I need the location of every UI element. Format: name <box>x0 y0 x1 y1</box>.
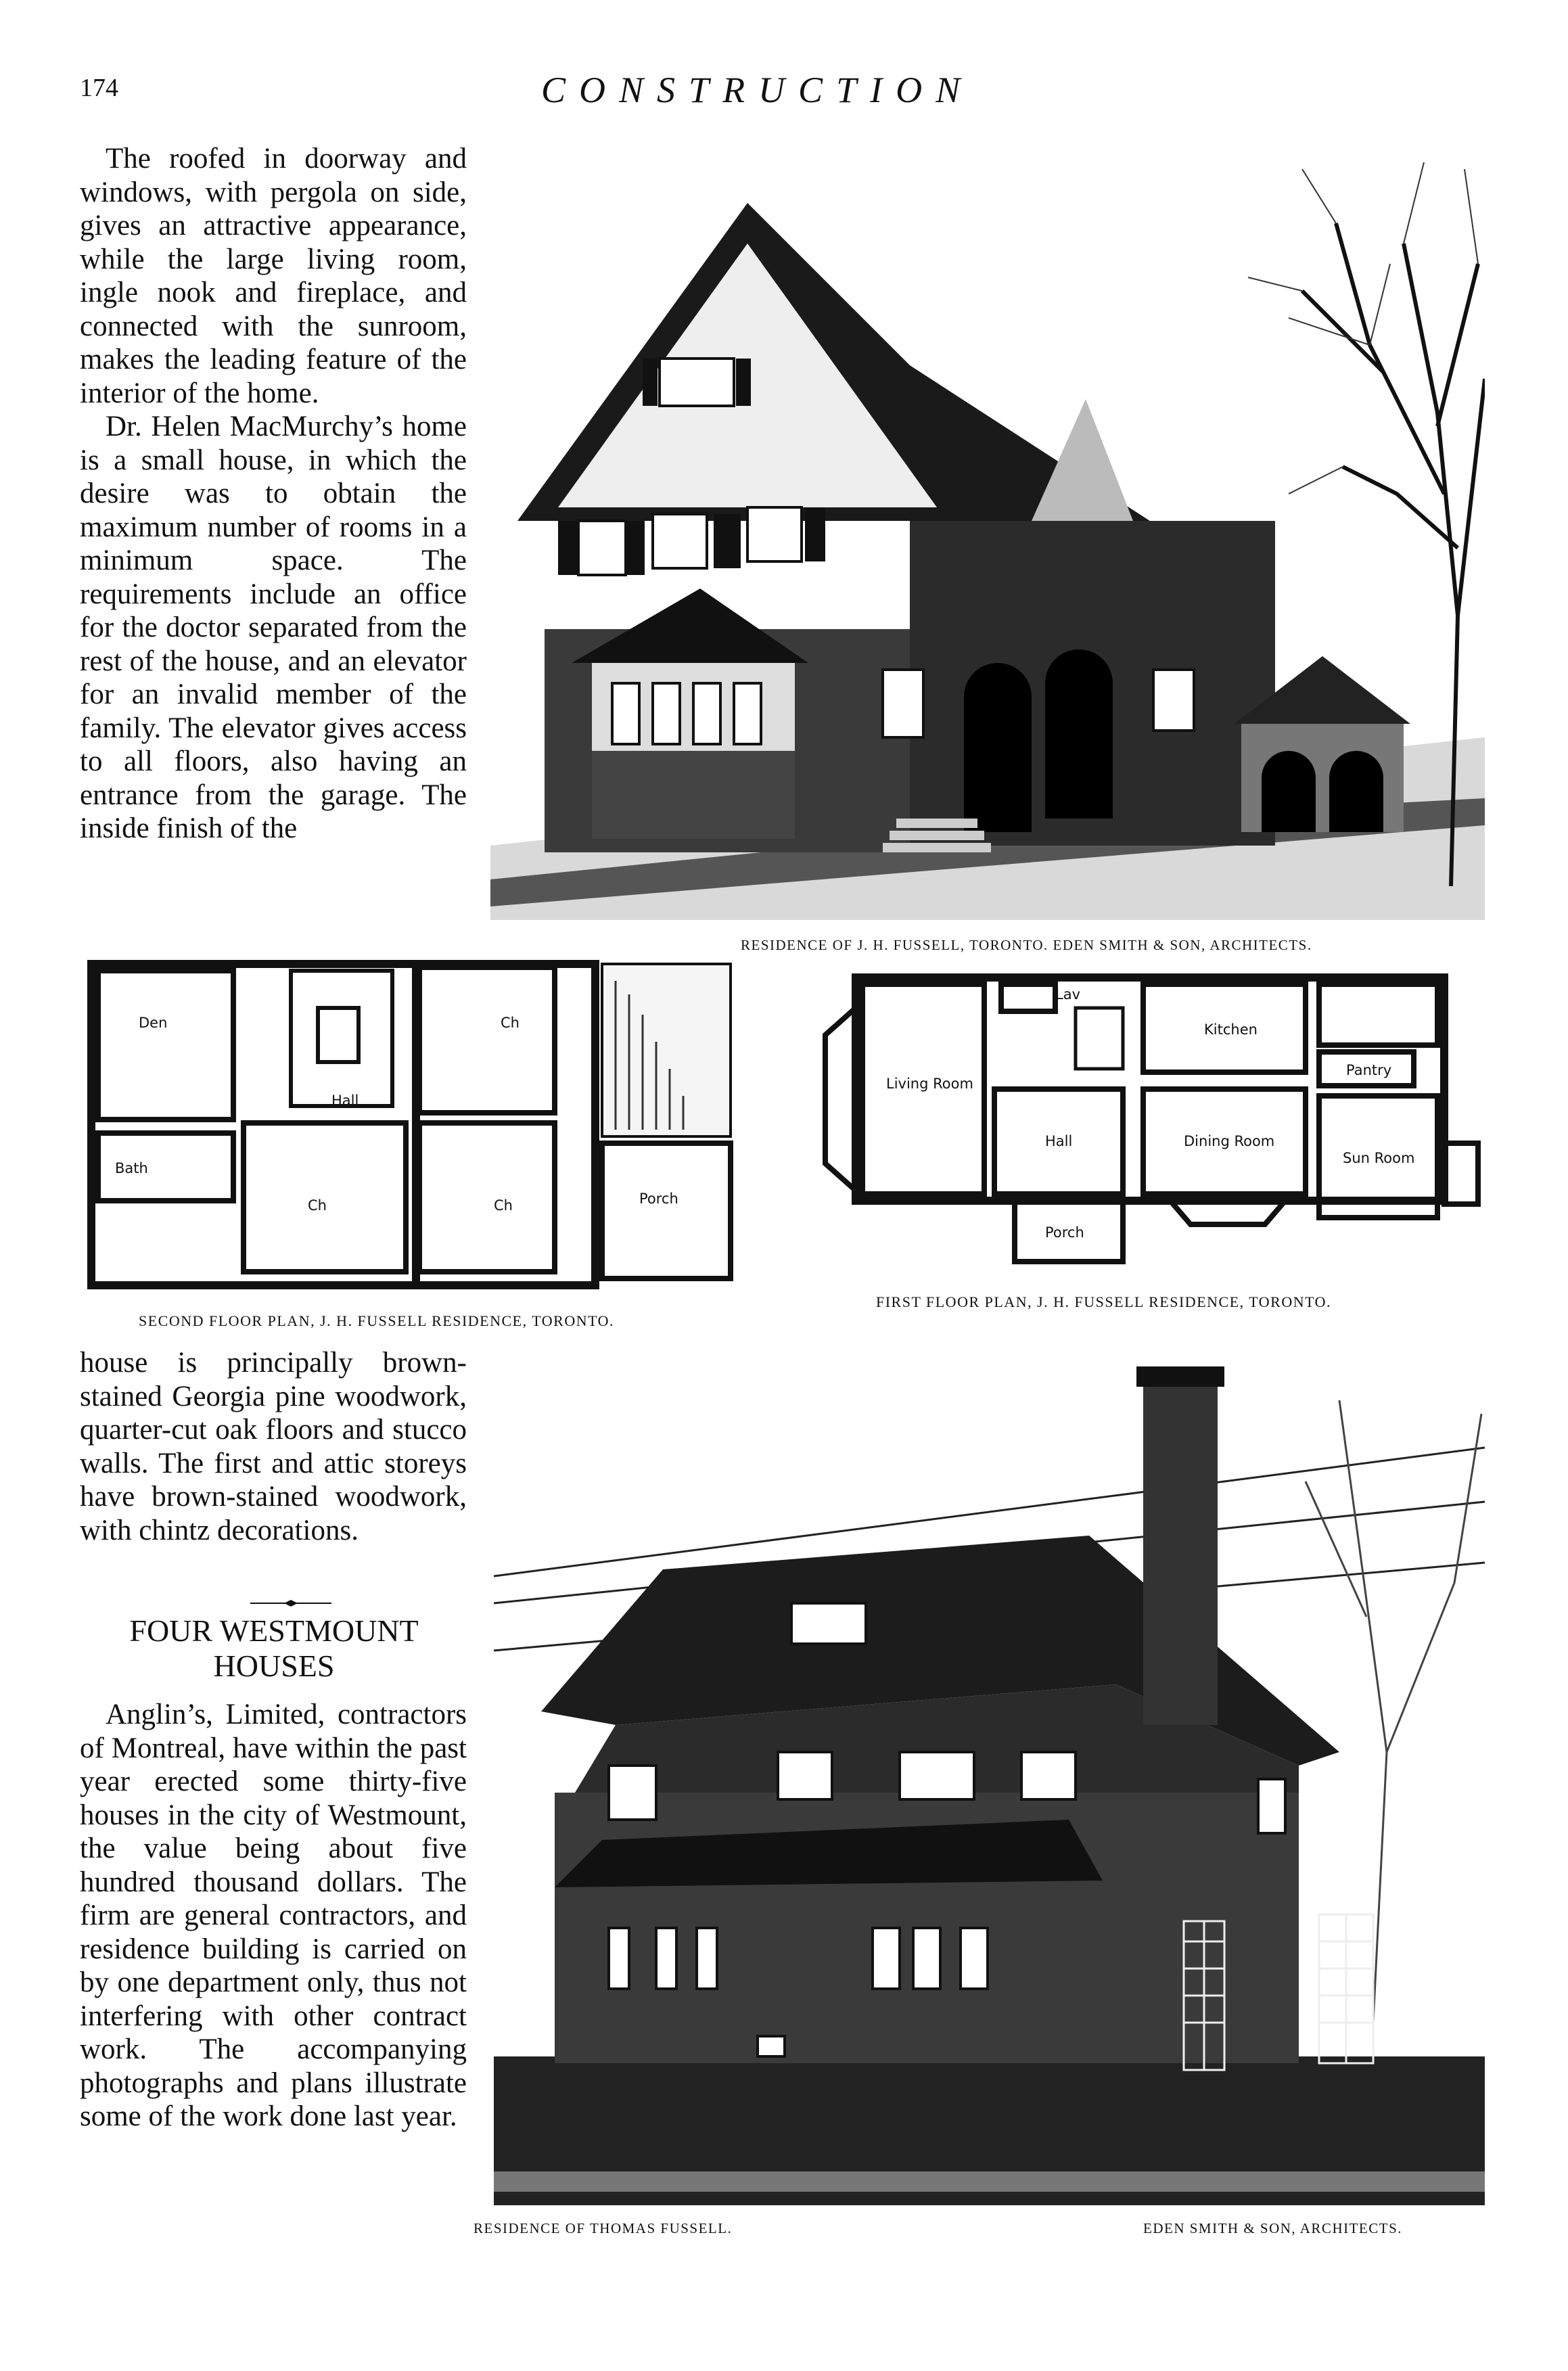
paragraph: The roofed in doorway and windows, with pergola on side, gives an attractive appearance, while the large living room, ingle nook and fireplace, and connected with the sunroom, makes the leading feature of the interior of the home. <box>80 143 467 409</box>
photo-fussell-residence <box>490 142 1485 920</box>
photo-thomas-fussell-residence <box>494 1346 1485 2205</box>
room-label: Ch <box>494 1197 513 1214</box>
room-label: Ch <box>308 1197 327 1214</box>
caption-photo-bottom-left: RESIDENCE OF THOMAS FUSSELL. <box>474 2220 733 2236</box>
room-label: Porch <box>639 1191 678 1207</box>
room-label: Pantry <box>1346 1062 1392 1078</box>
paragraph: Dr. Helen MacMurchy’s home is a small house, in which the desire was to obtain the maximum number of rooms in a minimum space. The requirements include an office for the doctor separated from the rest of the house, and an elevator for an invalid member of the family. The elevator gives access to all floors, also having an entrance from the garage. The inside finish of the <box>80 411 467 844</box>
room-label: Porch <box>1045 1224 1084 1241</box>
ornament-divider <box>250 1598 331 1605</box>
section-heading-line: HOUSES <box>213 1649 335 1683</box>
section-heading-line: FOUR WESTMOUNT <box>129 1613 419 1648</box>
running-title: CONSTRUCTION <box>541 70 974 110</box>
room-label: Kitchen <box>1204 1021 1258 1038</box>
room-label: Bath <box>115 1160 148 1176</box>
paragraph: Anglin’s, Limited, contractors of Montreal, have within the past year erected some thirty-five houses in the city of Westmount, the value being about five hundred thousand dollars. The firm are general contractors, and residence building is carried on by one department only, thus not interfering with other contract work. The accompanying photographs and plans illustrate some of the work done last year. <box>80 1699 467 2132</box>
room-label: Hall <box>331 1092 359 1109</box>
caption-second-floor: SECOND FLOOR PLAN, J. H. FUSSELL RESIDENCE, TORONTO. <box>139 1312 615 1329</box>
caption-photo-top: RESIDENCE OF J. H. FUSSELL, TORONTO. EDEN SMITH & SON, ARCHITECTS. <box>741 937 1312 953</box>
caption-first-floor: FIRST FLOOR PLAN, J. H. FUSSELL RESIDENCE, TORONTO. <box>876 1293 1332 1310</box>
room-label: Living Room <box>886 1076 973 1092</box>
first-floor-plan <box>812 967 1488 1285</box>
room-label: Hall <box>1045 1133 1073 1149</box>
section-heading <box>74 1613 474 1684</box>
section-paragraph <box>80 1698 467 2134</box>
column-text-continued: house is principally brown-stained Georgia pine woodwork, quarter-cut oak floors and stucco walls. The first and attic storeys have brown-stained woodwork, with chintz decorations. <box>80 1347 467 1546</box>
page-number: 174 <box>80 74 118 102</box>
second-floor-plan <box>81 954 737 1292</box>
room-label: Den <box>139 1015 168 1031</box>
room-label: Ch <box>501 1015 520 1031</box>
caption-photo-bottom-right: EDEN SMITH & SON, ARCHITECTS. <box>1143 2220 1403 2236</box>
room-label: Dining Room <box>1184 1133 1275 1149</box>
room-label: Sun Room <box>1343 1150 1415 1166</box>
room-label: Lav <box>1055 986 1080 1003</box>
column-text-top <box>80 142 467 846</box>
